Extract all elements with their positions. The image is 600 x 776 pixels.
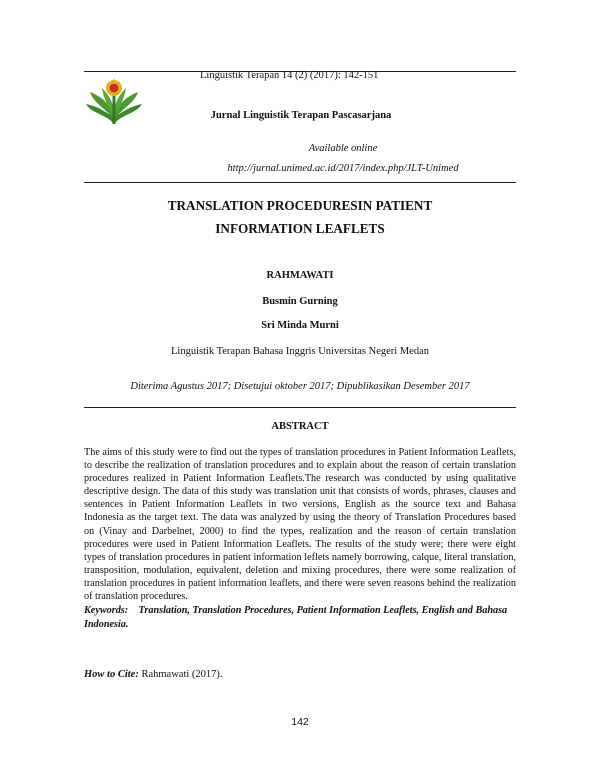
journal-name: Jurnal Linguistik Terapan Pascasarjana: [210, 110, 392, 121]
how-to-cite-text: Rahmawati (2017).: [141, 669, 223, 680]
abstract-top-rule: [84, 407, 516, 408]
title-line-2: INFORMATION LEAFLETS: [215, 221, 385, 236]
abstract-text: The aims of this study were to find out the types of translation procedures in Patient Information Leaflets, to describe the realization of translation procedures and to explain about the reason of certain translation procedures realized in Patient Information Leaflets.The research was conducted by using qualitative descriptive design. The data of this study was translation unit that consists of words, phrases, clauses and sentences in Patient Information Leaflets in two versions, English as the source text and Bahasa Indonesia as the target text. The data was analyzed by using the theory of Translation Procedures based on (Vinay and Darbelnet, 2000) to find the types, realization and the reason of certain translation procedures were used in Patient Information Leaflets. The results of the study were; there were eight types of translation procedures in patient information leflets namely borrowing, calque, literal translation, transposition, modulation, equivalent, deletion and mixing procedures, there were some realization of translation procedures in patient information leaflets, and there were seven reasons behind the realization of translation procedures.: [84, 447, 516, 603]
how-to-cite: [84, 669, 223, 680]
how-to-cite-label: How to Cite:: [84, 669, 139, 680]
keywords-text: Translation, Translation Procedures, Patient Information Leaflets, English and Bahasa Indonesia.: [84, 605, 508, 630]
abstract-heading: ABSTRACT: [271, 421, 329, 432]
author-1: RAHMAWATI: [266, 270, 334, 281]
journal-url[interactable]: http://jurnal.unimed.ac.id/2017/index.php/JLT-Unimed: [227, 163, 459, 174]
header-bottom-rule: [84, 182, 516, 183]
author-3: Sri Minda Murni: [261, 320, 339, 331]
keywords: [84, 604, 516, 631]
available-online-label: Available online: [308, 143, 378, 154]
publication-dates: Diterima Agustus 2017; Disetujui oktober 2017; Dipublikasikan Desember 2017: [130, 381, 470, 392]
keywords-label: Keywords:: [84, 605, 129, 616]
title-line-1: TRANSLATION PROCEDURESIN PATIENT: [167, 198, 433, 213]
author-2: Busmin Gurning: [262, 296, 338, 307]
journal-citation: Linguistik Terapan 14 (2) (2017): 142-151: [200, 70, 379, 81]
page-number: 142: [291, 716, 309, 728]
article-title: [60, 194, 540, 240]
affiliation: Linguistik Terapan Bahasa Inggris Universitas Negeri Medan: [170, 346, 429, 357]
